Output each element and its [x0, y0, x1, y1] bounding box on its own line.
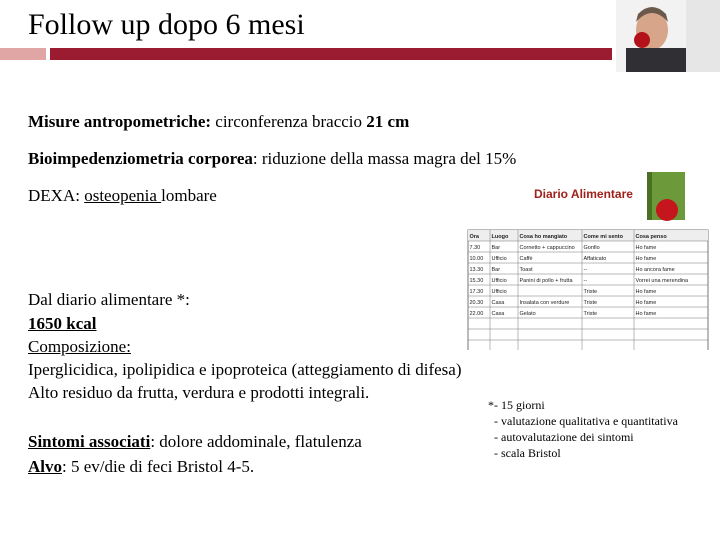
note-15-days: *- 15 giorni [488, 398, 545, 412]
diary-cell: Ufficio [491, 289, 507, 295]
diary-cell: 10.00 [469, 256, 484, 262]
note-self-assessment: - autovalutazione dei sintomi [494, 430, 634, 444]
diary-cell: 17.30 [469, 289, 484, 295]
diary-title: Diario Alimentare [534, 187, 633, 201]
diary-header-cell: Ora [469, 234, 479, 240]
diary-cell: -- [583, 278, 588, 284]
slide-title: Follow up dopo 6 mesi [28, 8, 305, 41]
portrait-photo [616, 0, 720, 72]
residue-line: Alto residuo da frutta, verdura e prodotti integrali. [28, 383, 370, 402]
diary-cell: Insalata con verdure [519, 300, 570, 306]
apple-icon [656, 199, 678, 221]
diary-cell: Triste [583, 300, 598, 306]
diary-cell: Gonfio [583, 245, 600, 251]
bowel-line: Alvo: 5 ev/die di feci Bristol 4-5. [28, 457, 255, 476]
diary-header-cell: Cosa penso [635, 234, 667, 240]
title-bar-accent-left [0, 48, 46, 60]
diary-header-cell: Cosa ho mangiato [519, 234, 568, 240]
diary-cell: 15.30 [469, 278, 484, 284]
diary-cell: Ho fame [635, 245, 657, 251]
title-bar-accent-right [50, 48, 612, 60]
anthropometrics-line: Misure antropometriche: circonferenza braccio 21 cm [28, 112, 410, 131]
diary-cell: Triste [583, 289, 598, 295]
diary-cell: Ho fame [635, 256, 657, 262]
diary-intro-line: Dal diario alimentare *: [28, 290, 190, 309]
diary-cell: Casa [491, 311, 505, 317]
diary-cell: Panini di pollo + frutta [519, 278, 573, 284]
diary-cell: Ho ancora fame [635, 267, 675, 273]
diary-cell: Casa [491, 300, 505, 306]
diary-header-cell: Come mi sento [583, 234, 623, 240]
diary-cell: 20.30 [469, 300, 484, 306]
diary-cell: 7.30 [469, 245, 481, 251]
diary-cell: Toast [519, 267, 533, 273]
food-diary-image [462, 170, 710, 350]
diary-cell: 22.00 [469, 311, 484, 317]
diary-cell: Affaticato [583, 256, 607, 262]
diary-cell: Gelato [519, 311, 536, 317]
bioimpedance-line: Bioimpedenziometria corporea: riduzione della massa magra del 15% [28, 149, 517, 168]
diary-cell: 13.30 [469, 267, 484, 273]
diary-cell: Vorrei una merendina [635, 278, 689, 284]
dexa-line: DEXA: osteopenia lombare [28, 186, 217, 205]
diary-cell: Bar [491, 245, 501, 251]
composition-detail-line: Iperglicidica, ipolipidica e ipoproteica (atteggiamento di difesa) [28, 360, 462, 379]
note-quality: - valutazione qualitativa e quantitativa [494, 414, 678, 428]
diary-cell: Ho fame [635, 289, 657, 295]
diary-cell: Ho fame [635, 311, 657, 317]
diary-cell: Triste [583, 311, 598, 317]
composition-line: Composizione: [28, 337, 131, 356]
diary-cell: Ufficio [491, 256, 507, 262]
kcal-line: 1650 kcal [28, 314, 97, 333]
diary-cell: -- [583, 267, 588, 273]
symptoms-line: Sintomi associati: dolore addominale, flatulenza [28, 432, 362, 451]
diary-cell: Ho fame [635, 300, 657, 306]
diary-cell: Caffè [519, 256, 533, 262]
diary-table [468, 230, 708, 350]
diary-cell: Ufficio [491, 278, 507, 284]
diary-cell: Cornetto + cappuccino [519, 245, 575, 251]
diary-header-cell: Luogo [491, 234, 509, 240]
diary-cell: Bar [491, 267, 501, 273]
note-bristol: - scala Bristol [494, 446, 561, 460]
